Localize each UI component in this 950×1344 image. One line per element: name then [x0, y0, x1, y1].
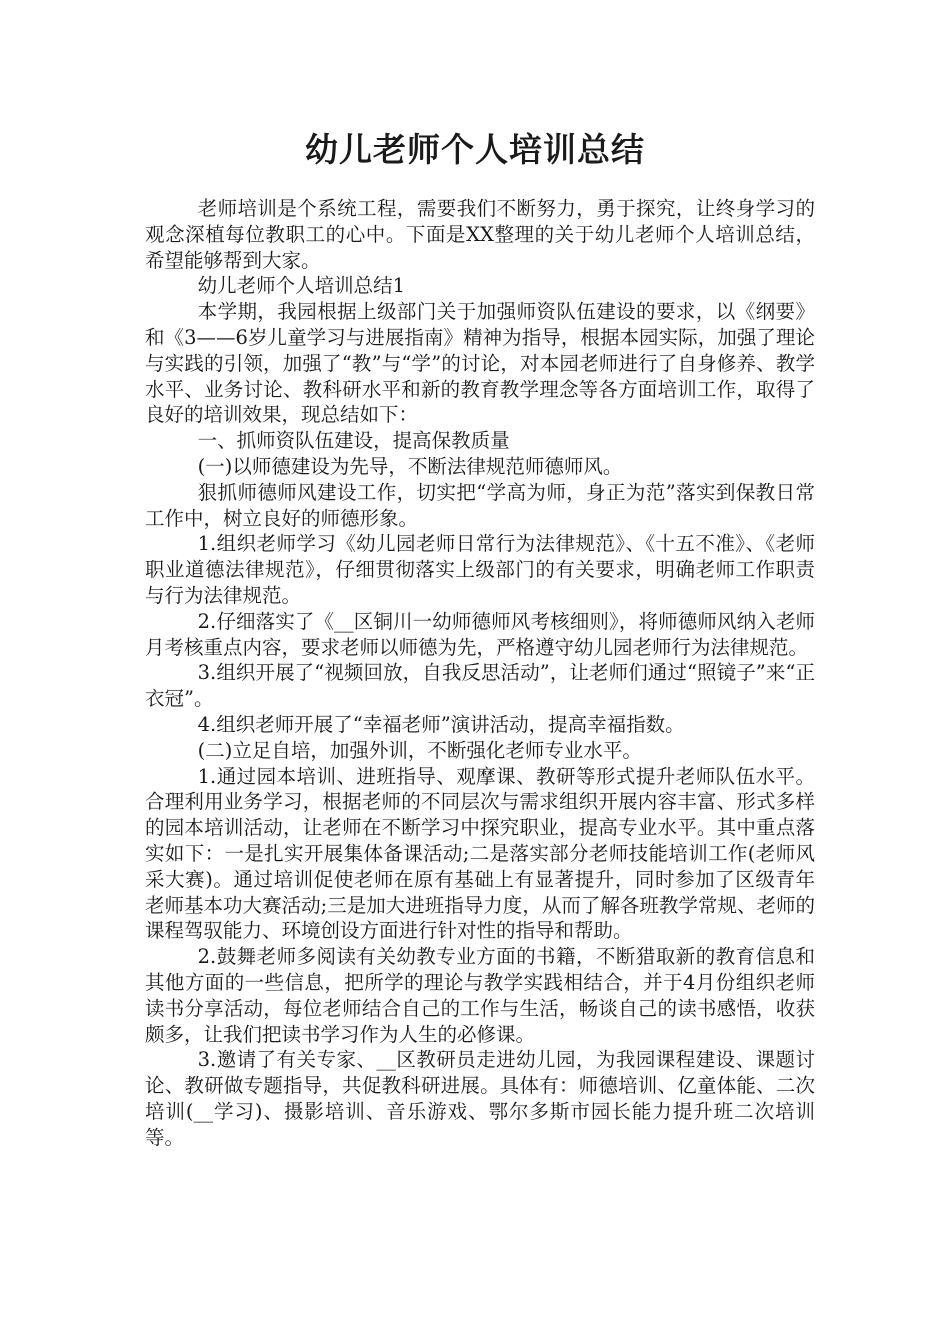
list-item: 1.组织老师学习《幼儿园老师日常行为法律规范》、《十五不准》、《老师职业道德法律规范》，仔细贯彻落实上级部门的有关要求，明确老师工作职责与行为法律规范。 — [145, 532, 815, 607]
intro-paragraph: 老师培训是个系统工程，需要我们不断努力，勇于探究，让终身学习的观念深植每位教职工的心中。下面是XX整理的关于幼儿老师个人培训总结，希望能够帮到大家。 — [145, 197, 815, 272]
section-heading: 幼儿老师个人培训总结1 — [197, 274, 406, 298]
document-title: 幼儿老师个人培训总结 — [305, 130, 645, 169]
body-paragraph: 狠抓师德师风建设工作，切实把“学高为师，身正为范”落实到保教日常工作中，树立良好的师德形象。 — [145, 480, 815, 530]
list-item: 2.仔细落实了《__区铜川一幼师德师风考核细则》，将师德师风纳入老师月考核重点内容，要求老师以师德为先，严格遵守幼儿园老师行为法律规范。 — [145, 609, 815, 659]
list-item: 4.组织老师开展了“幸福老师”演讲活动，提高幸福指数。 — [197, 712, 685, 736]
subsection-heading: (二)立足自培，加强外训，不断强化老师专业水平。 — [197, 738, 642, 762]
list-item: 3.邀请了有关专家、__区教研员走进幼儿园，为我园课程建设、课题讨论、教研做专题指导，共促教科研进展。具体有：师德培训、亿童体能、二次培训(__学习)、摄影培训、音乐游戏、鄂尔多斯市园长能力提升班二次培训等。 — [145, 1048, 815, 1149]
document-body — [145, 196, 815, 1150]
subsection-heading: (一)以师德建设为先导，不断法律规范师德师风。 — [197, 454, 623, 478]
list-item: 3.组织开展了“视频回放，自我反思活动”，让老师们通过“照镜子”来“正衣冠”。 — [145, 661, 815, 711]
section-heading: 一、抓师资队伍建设，提高保教质量 — [197, 429, 510, 453]
list-item: 1.通过园本培训、进班指导、观摩课、教研等形式提升老师队伍水平。合理利用业务学习，根据老师的不同层次与需求组织开展内容丰富、形式多样的园本培训活动，让老师在不断学习中探究职业，提高专业水平。其中重点落实如下：一是扎实开展集体备课活动;二是落实部分老师技能培训工作(老师风采大赛)。通过培训促使老师在原有基础上有显著提升，同时参加了区级青年老师基本功大赛活动;三是加大进班指导力度，从而了解各班教学常规、老师的课程驾驭能力、环境创设方面进行针对性的指导和帮助。 — [145, 764, 815, 943]
body-paragraph: 本学期，我园根据上级部门关于加强师资队伍建设的要求，以《纲要》和《3——6岁儿童学习与进展指南》精神为指导，根据本园实际，加强了理论与实践的引领，加强了“教”与“学”的讨论，对本园老师进行了自身修养、教学水平、业务讨论、教科研水平和新的教育教学理念等各方面培训工作，取得了良好的培训效果，现总结如下： — [145, 300, 815, 427]
list-item: 2.鼓舞老师多阅读有关幼教专业方面的书籍，不断猎取新的教育信息和其他方面的一些信息，把所学的理论与教学实践相结合，并于4月份组织老师读书分享活动，每位老师结合自己的工作与生活，畅谈自己的读书感悟，收获颇多，让我们把读书学习作为人生的必修课。 — [145, 945, 815, 1046]
